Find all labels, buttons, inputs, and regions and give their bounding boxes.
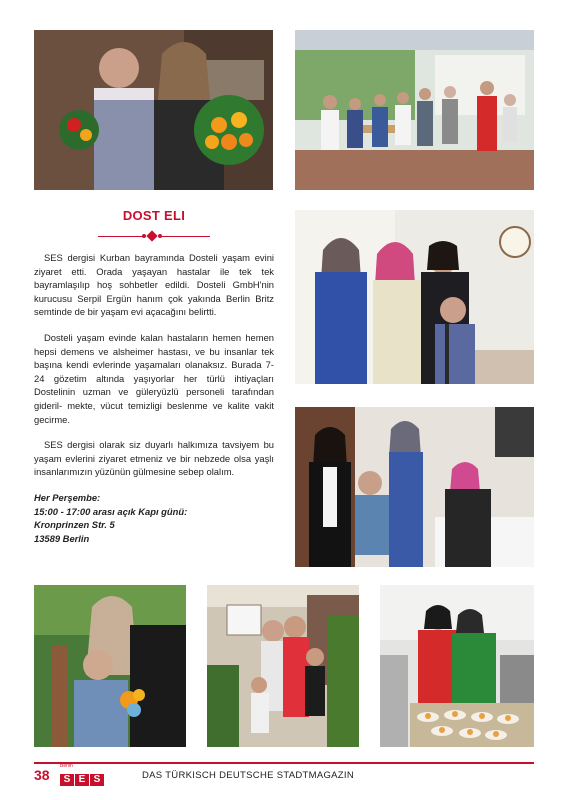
- title-divider: [34, 231, 274, 241]
- photo-group-conservatory: [295, 30, 534, 190]
- logo-letter: S: [90, 774, 104, 786]
- visit-time: 15:00 - 17:00 arası açık Kapı günü:: [34, 505, 188, 517]
- visit-info: [34, 491, 274, 545]
- footer-rule: [34, 762, 534, 764]
- photo-kitchen-food: [380, 585, 534, 747]
- article: [34, 206, 274, 545]
- article-title: DOST ELI: [122, 208, 186, 223]
- photo-women-with-flowers: [34, 30, 273, 190]
- photo-family-entrance: [207, 585, 359, 747]
- page-number: 38: [34, 767, 50, 783]
- logo-city: Berlin: [60, 763, 73, 769]
- page-footer: [34, 762, 536, 784]
- visit-day: Her Perşembe:: [34, 491, 101, 503]
- article-paragraph-1: SES dergisi Kurban bayramında Dosteli yaşam evini ziyaret etti. Orada yaşayan hastalar ile tek tek bayramlaşılıp hoş sohbetler edildi. Dosteli GmbH'nin kurucusu Serpil Ergün hanım çok yakında Berlin Britz semtinde de bir yaşam evi açacağını belirtti.: [34, 252, 274, 318]
- article-paragraph-3: SES dergisi olarak siz duyarlı halkımıza tavsiyem bu yaşam evlerini ziyaret etmeniz ve bir nebzede olsa yaşlı insanlarımızın yüzünün gülmesine sebep olalım.: [34, 439, 274, 478]
- logo-letter: S: [60, 774, 74, 786]
- visit-city: 13589 Berlin: [34, 532, 90, 544]
- photo-hug-outdoors: [34, 585, 186, 747]
- logo-letter: E: [75, 774, 89, 786]
- visit-street: Kronprinzen Str. 5: [34, 519, 115, 531]
- magazine-name: DAS TÜRKISCH DEUTSCHE STADTMAGAZIN: [142, 770, 355, 781]
- article-paragraph-2: Dosteli yaşam evinde kalan hastaların hemen hemen hepsi demens ve alsheimer hastası, ve bu insanlar tek başına kendi evlerinde yaşamaları olanaksız. Burada 7-24 gözetim altında yaşıyorlar her türlü ihtiyaçları Dostelinin uzman ve güleryüzlü personeli tarafından gideril- mekte, vücut temizligi beslenme ve kalite vakit gecirme.: [34, 331, 274, 425]
- photo-women-with-elderly-man: [295, 210, 534, 384]
- ses-logo: [60, 763, 105, 785]
- photo-group-bright-room: [295, 407, 534, 567]
